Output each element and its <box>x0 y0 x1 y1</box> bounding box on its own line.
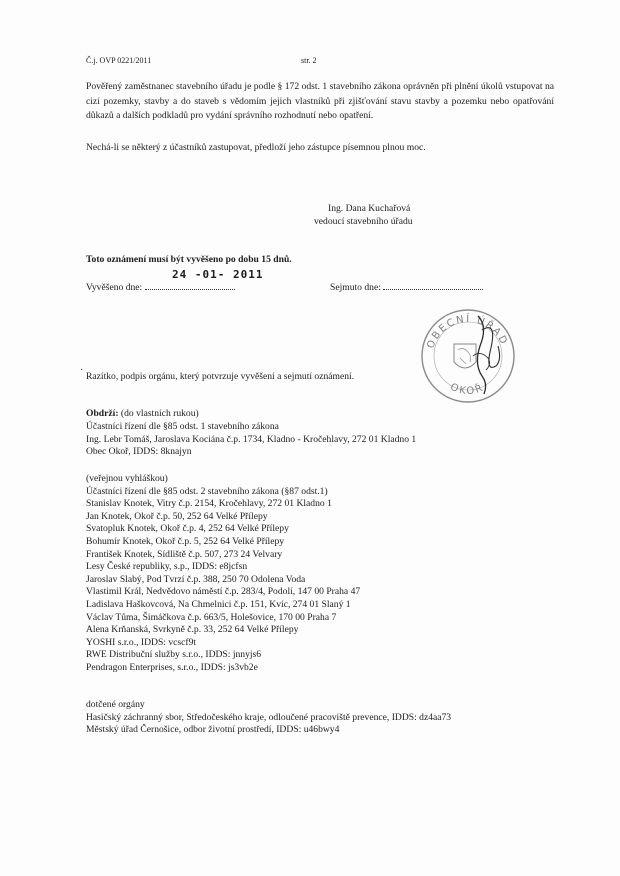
removed-date-row <box>330 281 483 294</box>
list-item: Účastníci řízení dle §85 odst. 1 stavebního zákona <box>86 421 279 432</box>
recipients-heading-bold: Obdrží: <box>86 408 119 419</box>
removed-label: Sejmuto dne: <box>330 282 381 293</box>
list-item: Svatopluk Knotek, Okoř č.p. 4, 252 64 Velké Přílepy <box>86 523 289 535</box>
recipients-heading <box>86 408 199 420</box>
list-item: Hasičský záchranný sbor, Středočeského kraje, odloučené pracoviště prevence, IDDS: dz4aa73 <box>86 711 452 723</box>
list-item: Vlastimil Král, Nedvědovo náměstí č.p. 283/4, Podolí, 147 00 Praha 47 <box>86 586 361 598</box>
stamp-bottom-text: OKOŘ <box>448 381 487 398</box>
list-item: Lesy České republiky, s.p., IDDS: e8jcfsn <box>86 561 248 573</box>
list-item: Obec Okoř, IDDS: 8knajyn <box>86 446 192 458</box>
list-item: Ing. Lebr Tomáš, Jaroslava Kociána č.p. 1734, Kladno - Kročehlavy, 272 01 Kladno 1 <box>86 433 417 445</box>
list-item: Městský úřad Černošice, odbor životní prostředí, IDDS: u46bwy4 <box>86 724 340 736</box>
svg-text:OKOŘ <box>448 380 486 397</box>
list-item: Jan Knotek, Okoř č.p. 50, 252 64 Velké Přílepy <box>86 510 268 522</box>
signatory-role: vedoucí stavebního úřadu <box>314 216 413 227</box>
reference-number: Č.j. OVP 0221/2011 <box>86 56 152 65</box>
list-item: Václav Tůma, Šimáčkova č.p. 663/5, Holešovice, 170 00 Praha 7 <box>86 611 337 623</box>
list-item: Pendragon Enterprises, s.r.o., IDDS: js3vb2e <box>86 661 258 673</box>
list-item: YOSHI s.r.o., IDDS: vcscf9t <box>86 636 197 648</box>
list-item: Stanislav Knotek, Vitry č.p. 2154, Kročehlavy, 272 01 Kladno 1 <box>86 498 332 510</box>
list-item: Jaroslav Slabý, Pod Tvrzí č.p. 388, 250 70 Odolena Voda <box>86 573 306 585</box>
recipients-heading-rest: (do vlastních rukou) <box>118 408 199 419</box>
coat-of-arms-icon <box>454 344 476 368</box>
list-item: Ladislava Haškovcová, Na Chmelnici č.p. 151, Kvíc, 274 01 Slaný 1 <box>86 598 351 610</box>
bullet-mark: ˙ <box>80 368 84 379</box>
removed-dotted-line <box>383 281 483 290</box>
list-item: dotčené orgány <box>86 699 145 710</box>
posting-notice: Toto oznámení musí být vyvěšeno po dobu 15 dnů. <box>86 254 292 265</box>
posted-label: Vyvěšeno dne: <box>86 282 143 293</box>
list-item: RWE Distribuční služby s.r.o., IDDS: jnnyjs6 <box>86 649 262 661</box>
paragraph-representation: Nechá-li se některý z účastníků zastupovat, předloží jeho zástupce písemnou plnou moc. <box>86 142 426 153</box>
signatory-name: Ing. Dana Kuchařová <box>328 203 411 214</box>
list-item: Účastníci řízení dle §85 odst. 2 stavebního zákona (§87 odst.1) <box>86 485 328 497</box>
posted-dotted-line <box>145 281 235 290</box>
recipients-group-personal <box>86 421 416 459</box>
list-item: František Knotek, Sídliště č.p. 507, 273 24 Velvary <box>86 548 283 560</box>
stamp-top-text: OBECNÍ ÚŘAD <box>425 313 510 351</box>
list-item: (veřejnou vyhláškou) <box>86 473 168 484</box>
list-item: Bohumír Knotek, Okoř č.p. 5, 252 64 Velké Přílepy <box>86 535 285 547</box>
paragraph-authority: Pověřený zaměstnanec stavebního úřadu je podle § 172 odst. 1 stavebního zákona oprávněn při plnění úkolů vstupovat na cizí pozemky, stavby a do staveb s vědomím jejich vlastníků při zjišťování stavu stavby a pozemku nebo opatřování důkazů a dalších podkladů pro vydání správního rozhodnutí nebo opatření. <box>86 81 554 121</box>
recipients-group-public <box>86 473 360 675</box>
list-item: Alena Krňanská, Svrkyně č.p. 33, 252 64 Velké Přílepy <box>86 624 299 636</box>
posted-date-handwritten: 24 -01- 2011 <box>172 268 264 281</box>
stamp-note: Razítko, podpis orgánu, který potvrzuje vyvěšení a sejmutí oznámení. <box>86 371 355 382</box>
official-stamp <box>418 306 518 406</box>
page-number: str. 2 <box>301 56 317 65</box>
posted-date-row <box>86 281 235 294</box>
recipients-group-authorities <box>86 699 451 737</box>
